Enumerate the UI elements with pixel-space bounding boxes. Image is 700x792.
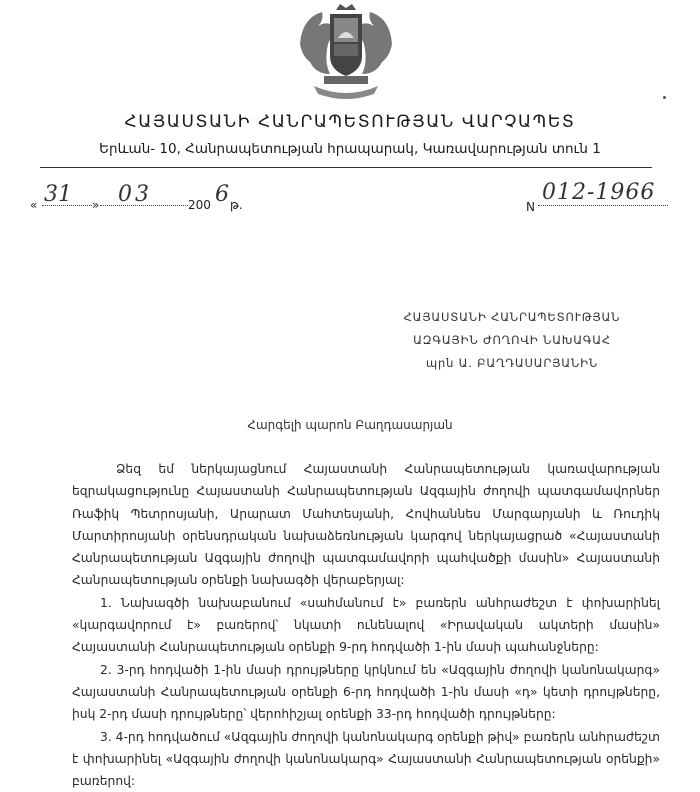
date-month-line bbox=[100, 205, 188, 206]
recipient-line-1: ՀԱՅԱՍՏԱՆԻ ՀԱՆՐԱՊԵՏՈՒԹՅԱՆ bbox=[403, 310, 621, 324]
document-title: ՀԱՅԱՍՏԱՆԻ ՀԱՆՐԱՊԵՏՈՒԹՅԱՆ ՎԱՐՉԱՊԵՏ bbox=[124, 112, 576, 132]
date-quote-close: » bbox=[92, 198, 100, 212]
date-year-digit: 6 bbox=[215, 182, 229, 207]
body-paragraph-3: 3. 4-րդ հոդվածում «Ազգային ժողովի կանոնակարգ օրենքի թիվ» բառերն անհրաժեշտ է փոխարինել «Ազգային ժողովի կանոնակարգ» Հայաստանի Հանրապետության օրենքի» բառերով: bbox=[72, 729, 660, 789]
document-number: 012-1966 bbox=[542, 180, 656, 205]
date-year-suffix: թ. bbox=[230, 198, 243, 212]
recipient-line-2: ԱԶԳԱՅԻՆ ԺՈՂՈՎԻ ՆԱԽԱԳԱՀ bbox=[413, 333, 611, 347]
header-divider bbox=[40, 167, 652, 168]
scan-speck bbox=[663, 96, 666, 99]
recipient-line-3: պրն Ա. ԲԱՂԴԱՍԱՐՅԱՆԻՆ bbox=[425, 356, 599, 370]
salutation: Հարգելի պարոն Բաղդասարյան bbox=[247, 418, 453, 432]
office-address: Երևան- 10, Հանրապետության հրապարակ, Կառավարության տուն 1 bbox=[99, 141, 601, 157]
coat-of-arms-emblem bbox=[288, 4, 404, 104]
body-paragraph-intro: Ձեզ եմ ներկայացնում Հայաստանի Հանրապետության կառավարության եզրակացությունը Հայաստանի Հանրապետության Ազգային ժողովի պատգամավորներ Ռաֆիկ Պետրոսյանի, Արարատ Մահտեսյանի, Հովհաննես Մարգարյանի և Ռուդիկ Մարտիրոսյանի օրենսդրական նախաձեռնության կարգով ներկայացրած «Հայաստանի Հանրապետության Ազգային ժողովի պատգամավորի պահվածքի մասին» Հայաստանի Հանրապետության օրենքի նախագծի վերաբերյալ: bbox=[72, 462, 660, 588]
date-year-prefix: 200 bbox=[188, 198, 211, 212]
letter-body bbox=[72, 458, 660, 792]
date-day: 31 bbox=[44, 182, 72, 207]
date-month: 03 bbox=[118, 182, 152, 207]
date-quote-open: « bbox=[30, 198, 38, 212]
date-number-row bbox=[30, 180, 670, 220]
number-label: N bbox=[526, 200, 535, 214]
recipient-block bbox=[382, 306, 642, 375]
body-paragraph-2: 2. 3-րդ հոդվածի 1-ին մասի դրույթները կրկնում են «Ազգային ժողովի կանոնակարգ» Հայաստանի Հանրապետության օրենքի 6-րդ հոդվածի 1-ին մասի «դ» կետի դրույթները, իսկ 2-րդ մասի դրույթները՝ վերոհիշյալ օրենքի 33-րդ հոդվածի դրույթները: bbox=[72, 662, 660, 722]
document-number-line bbox=[538, 205, 668, 206]
body-paragraph-1: 1. Նախագծի նախաբանում «սահմանում է» բառերն անհրաժեշտ է փոխարինել «կարգավորում է» բառերով՝ նկատի ունենալով «Իրավական ակտերի մասին» Հայաստանի Հանրապետության օրենքի 9-րդ հոդվածի 1-ին մասի պահանջները: bbox=[72, 595, 660, 655]
date-day-line bbox=[42, 205, 92, 206]
